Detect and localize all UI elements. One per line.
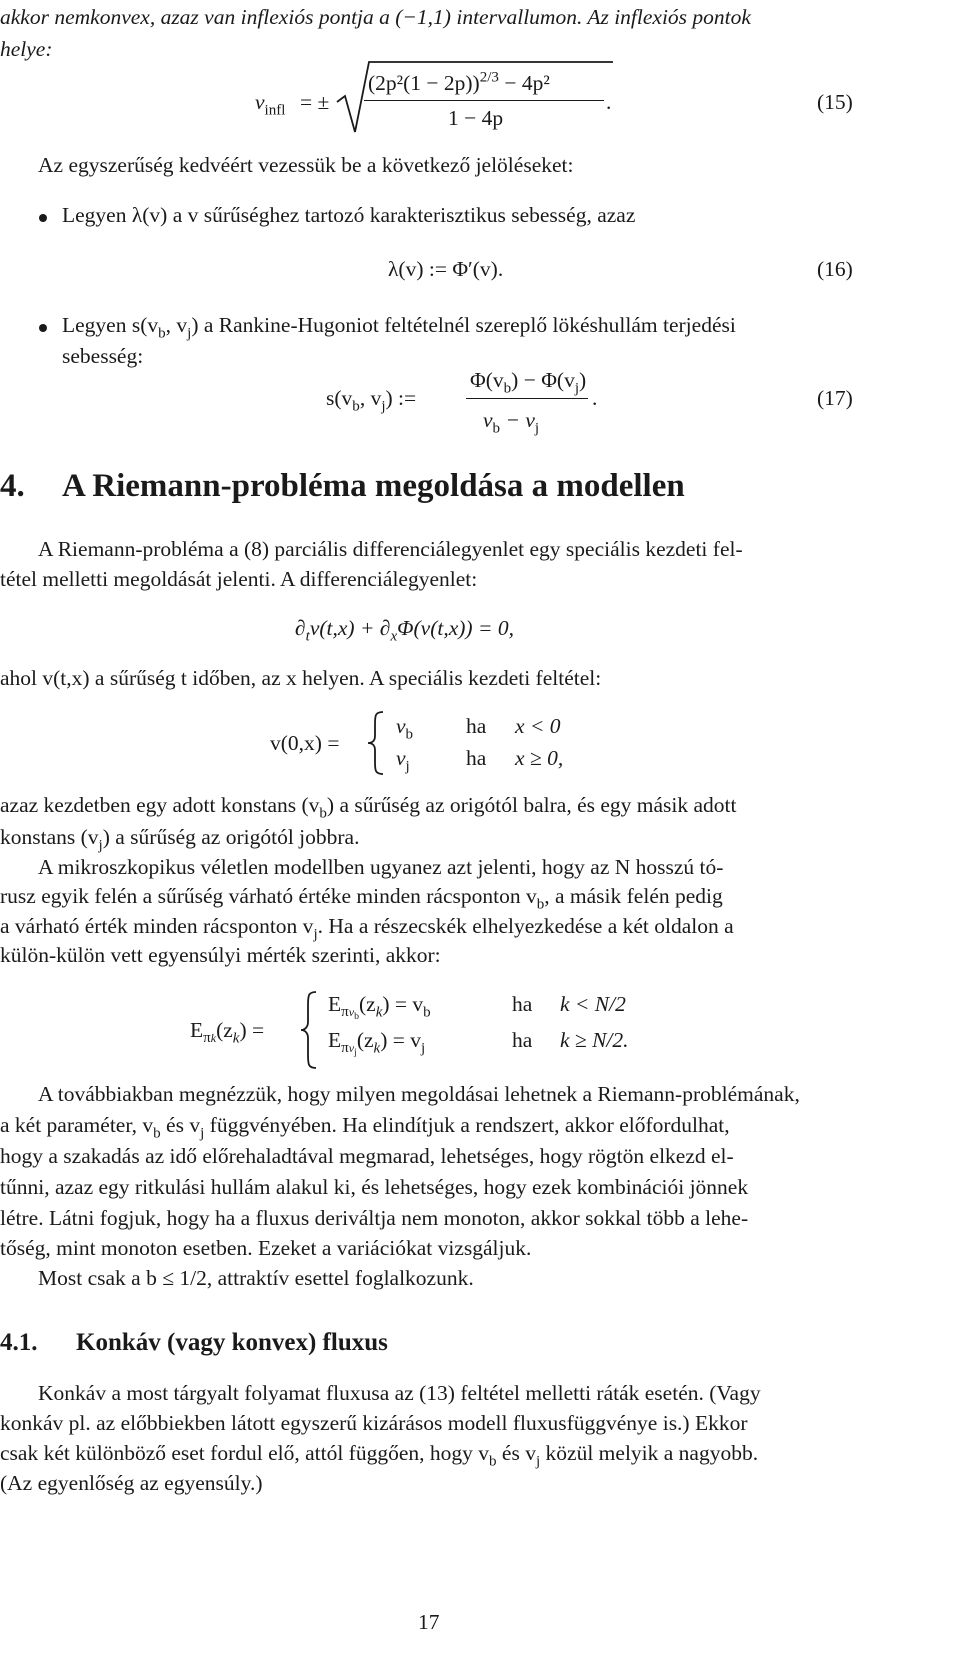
- page-number: 17: [418, 1610, 440, 1634]
- text-line: Legyen $s(v_b$, $v_j$) a Rankine-Hugoniot feltételnél szereplő lökéshullám terjedési: [62, 313, 736, 342]
- text-line: a két paraméter, $v_b$ és $v_j$ függvényében. Ha elindítjuk a rendszert, akkor előfordulhat,: [0, 1113, 730, 1142]
- text-line: külön-külön vett egyensúlyi mérték szerinti, akkor:: [0, 943, 441, 967]
- section-number: 4.: [0, 468, 25, 504]
- math-symbol: v: [255, 90, 265, 114]
- text-line: ahol v(t,x) a sűrűség t időben, az x helyen. A speciális kezdeti feltétel:: [0, 666, 602, 690]
- text-line: Most csak a b ≤ 1/2, attraktív esettel foglalkozunk.: [38, 1266, 474, 1290]
- text-line: létre. Látni fogjuk, hogy ha a fluxus deriváltja nem monoton, akkor sokkal több a lehe-: [0, 1206, 749, 1230]
- equation-number: (15): [817, 90, 853, 114]
- fraction-bar: [466, 398, 588, 399]
- math-operator: = ±: [300, 90, 330, 114]
- fraction-bar: [364, 100, 604, 101]
- text-line: Legyen λ(v) a v sűrűséghez tartozó karakterisztikus sebesség, azaz: [62, 203, 636, 227]
- left-brace-icon: [298, 990, 320, 1070]
- text-line: akkor nemkonvex, azaz van inflexiós pontja a (−1,1) intervallumon. Az inflexiós pontok: [0, 5, 751, 29]
- text-line: sebesség:: [62, 344, 144, 368]
- text-line: hogy a szakadás az idő előrehaladtával megmarad, lehetséges, hogy rögtön elkezd el-: [0, 1144, 734, 1168]
- page: akkor nemkonvex, azaz van inflexiós pontja a (−1,1) intervallumon. Az inflexiós pontok helye: $v_{infl}$ = ± $(2p^2(1 - 2p))^{2/3} - 4p^2$ 1 − 4p . (15) Az egyszerűség kedvéért vezessük be a következő jelöléseket: Legyen λ(v) a v sűrűséghez tartozó karakterisztikus sebesség, azaz λ(v) := Φ′(v). (16) Legyen $s(v_b$, $v_j$) a Rankine-Hugoniot feltételnél szereplő lökéshullám terjedési sebesség: $s(v_b$, $v_j$) := $\Phi(v_b) - \Phi(v_j)$ $v_b - v_j$ . (17) 4. A Riemann-probléma megoldása a modellen A Riemann-probléma a (8) parciális differenciálegyenlet egy speciális kezdeti fel- tétel melletti megoldását jelenti. A differenciálegyenlet: $\partial_tv(t,x) + \partial_x\Phi(v(t,x)) = 0$, ahol v(t,x) a sűrűség t időben, az x helyen. A speciális kezdeti feltétel: v(0,x) = $v_b$ ha x < 0 $v_j$ ha x ≥ 0, azaz kezdetben egy adott konstans $(v_b)$ a sűrűség az origótól balra, és egy másik adott konstans $(v_j)$ a sűrűség az origótól jobbra. A mikroszkopikus véletlen modellben ugyanez azt jelenti, hogy az N hosszú tó- rusz egyik felén a sűrűség várható értéke minden rácsponton $v_b$, a másik felén pedig a várható érték minden rácsponton $v_j$. Ha a részecskék elhelyezkedése a két oldalon a külön-külön vett egyensúlyi mérték szerinti, akkor: $E_{\pi k}(z_k)$ = $E_{\pi vb}(z_k) = v_b$ ha k < N/2 $E_{\pi vj}(z_k) = v_j$ ha k ≥ N/2. A továbbiakban megnézzük, hogy milyen megoldásai lehetnek a Riemann-problémának, a két paraméter, $v_b$ és $v_j$ függvényében. Ha elindítjuk a rendszert, akkor előfordulhat, hogy a szakadás az idő előrehaladtával megmarad, lehetséges, hogy rögtön elkezd el- tűnni, azaz egy ritkulási hullám alakul ki, és lehetséges, hogy ezek kombinációi jönnek létre. Látni fogjuk, hogy ha a fluxus deriváltja nem monoton, akkor sokkal több a lehe- tőség, mint monoton esetben. Ezeket a variációkat vizsgáljuk. Most csak a b ≤ 1/2, attraktív esettel foglalkozunk. 4.1. Konkáv (vagy konvex) fluxus Konkáv a most tárgyalt folyamat fluxusa az (13) feltétel melletti ráták esetén. (Vagy konkáv pl. az előbbiekben látott egyszerű kizárásos modell fluxusfüggvénye is.) Ekkor csak két különböző eset fordul elő, attól függően, hogy $v_b$ és $v_j$ közül melyik a nagyobb. (Az egyenlőség az egyensúly.) 17: [0, 5, 853, 1634]
- text-line: tétel melletti megoldását jelenti. A differenciálegyenlet:: [0, 567, 478, 591]
- equation-number: (17): [817, 386, 853, 410]
- section-title: A Riemann-probléma megoldása a modellen: [62, 468, 685, 504]
- text-line: Konkáv a most tárgyalt folyamat fluxusa az (13) feltétel melletti ráták esetén. (Vagy: [38, 1381, 761, 1405]
- text-line: tőség, mint monoton esetben. Ezeket a variációkat vizsgáljuk.: [0, 1236, 532, 1260]
- text-line: konkáv pl. az előbbiekben látott egyszerű kizárásos modell fluxusfüggvénye is.) Ekkor: [0, 1411, 748, 1435]
- left-brace-icon: [365, 710, 387, 776]
- text-line: helye:: [0, 37, 53, 61]
- text-line: a várható érték minden rácsponton $v_j$. Ha a részecskék elhelyezkedése a két oldalon a: [0, 914, 734, 943]
- equation-number: (16): [817, 257, 853, 281]
- fraction-numerator: $(2p^2(1 - 2p))^{2/3} - 4p^2$: [368, 69, 550, 95]
- math-punct: .: [606, 90, 612, 114]
- text-line: A továbbiakban megnézzük, hogy milyen megoldásai lehetnek a Riemann-problémának,: [38, 1082, 800, 1106]
- subsection-title: Konkáv (vagy konvex) fluxus: [76, 1329, 388, 1356]
- text-line: azaz kezdetben egy adott konstans $(v_b)$ a sűrűség az origótól balra, és egy másik adott: [0, 793, 737, 822]
- fraction-denominator: $v_b - v_j$: [483, 408, 540, 437]
- text-line: (Az egyenlőség az egyensúly.): [0, 1471, 263, 1495]
- math-subscript: infl: [264, 102, 286, 119]
- text-line: tűnni, azaz egy ritkulási hullám alakul ki, és lehetséges, hogy ezek kombinációi jönnek: [0, 1175, 749, 1199]
- fraction-denominator: 1 − 4p: [448, 106, 504, 130]
- subsection-number: 4.1.: [0, 1329, 38, 1356]
- text-line: csak két különböző eset fordul elő, attól függően, hogy $v_b$ és $v_j$ közül melyik a nagyobb.: [0, 1441, 759, 1470]
- equation-16: λ(v) := Φ′(v).: [388, 257, 504, 281]
- text-line: A Riemann-probléma a (8) parciális differenciálegyenlet egy speciális kezdeti fel-: [38, 537, 743, 561]
- bullet-icon: [39, 214, 47, 222]
- text-line: konstans $(v_j)$ a sűrűség az origótól jobbra.: [0, 825, 360, 854]
- text-line: A mikroszkopikus véletlen modellben ugyanez azt jelenti, hogy az N hosszú tó-: [38, 855, 724, 879]
- fraction-numerator: $\Phi(v_b) - \Phi(v_j)$: [470, 368, 587, 397]
- math-punct: .: [592, 386, 598, 410]
- pde-equation: $\partial_tv(t,x) + \partial_x\Phi(v(t,x)) = 0$,: [295, 616, 514, 645]
- text-line: Az egyszerűség kedvéért vezessük be a következő jelöléseket:: [38, 153, 574, 177]
- text-line: rusz egyik felén a sűrűség várható értéke minden rácsponton $v_b$, a másik felén pedig: [0, 884, 723, 913]
- bullet-icon: [39, 324, 47, 332]
